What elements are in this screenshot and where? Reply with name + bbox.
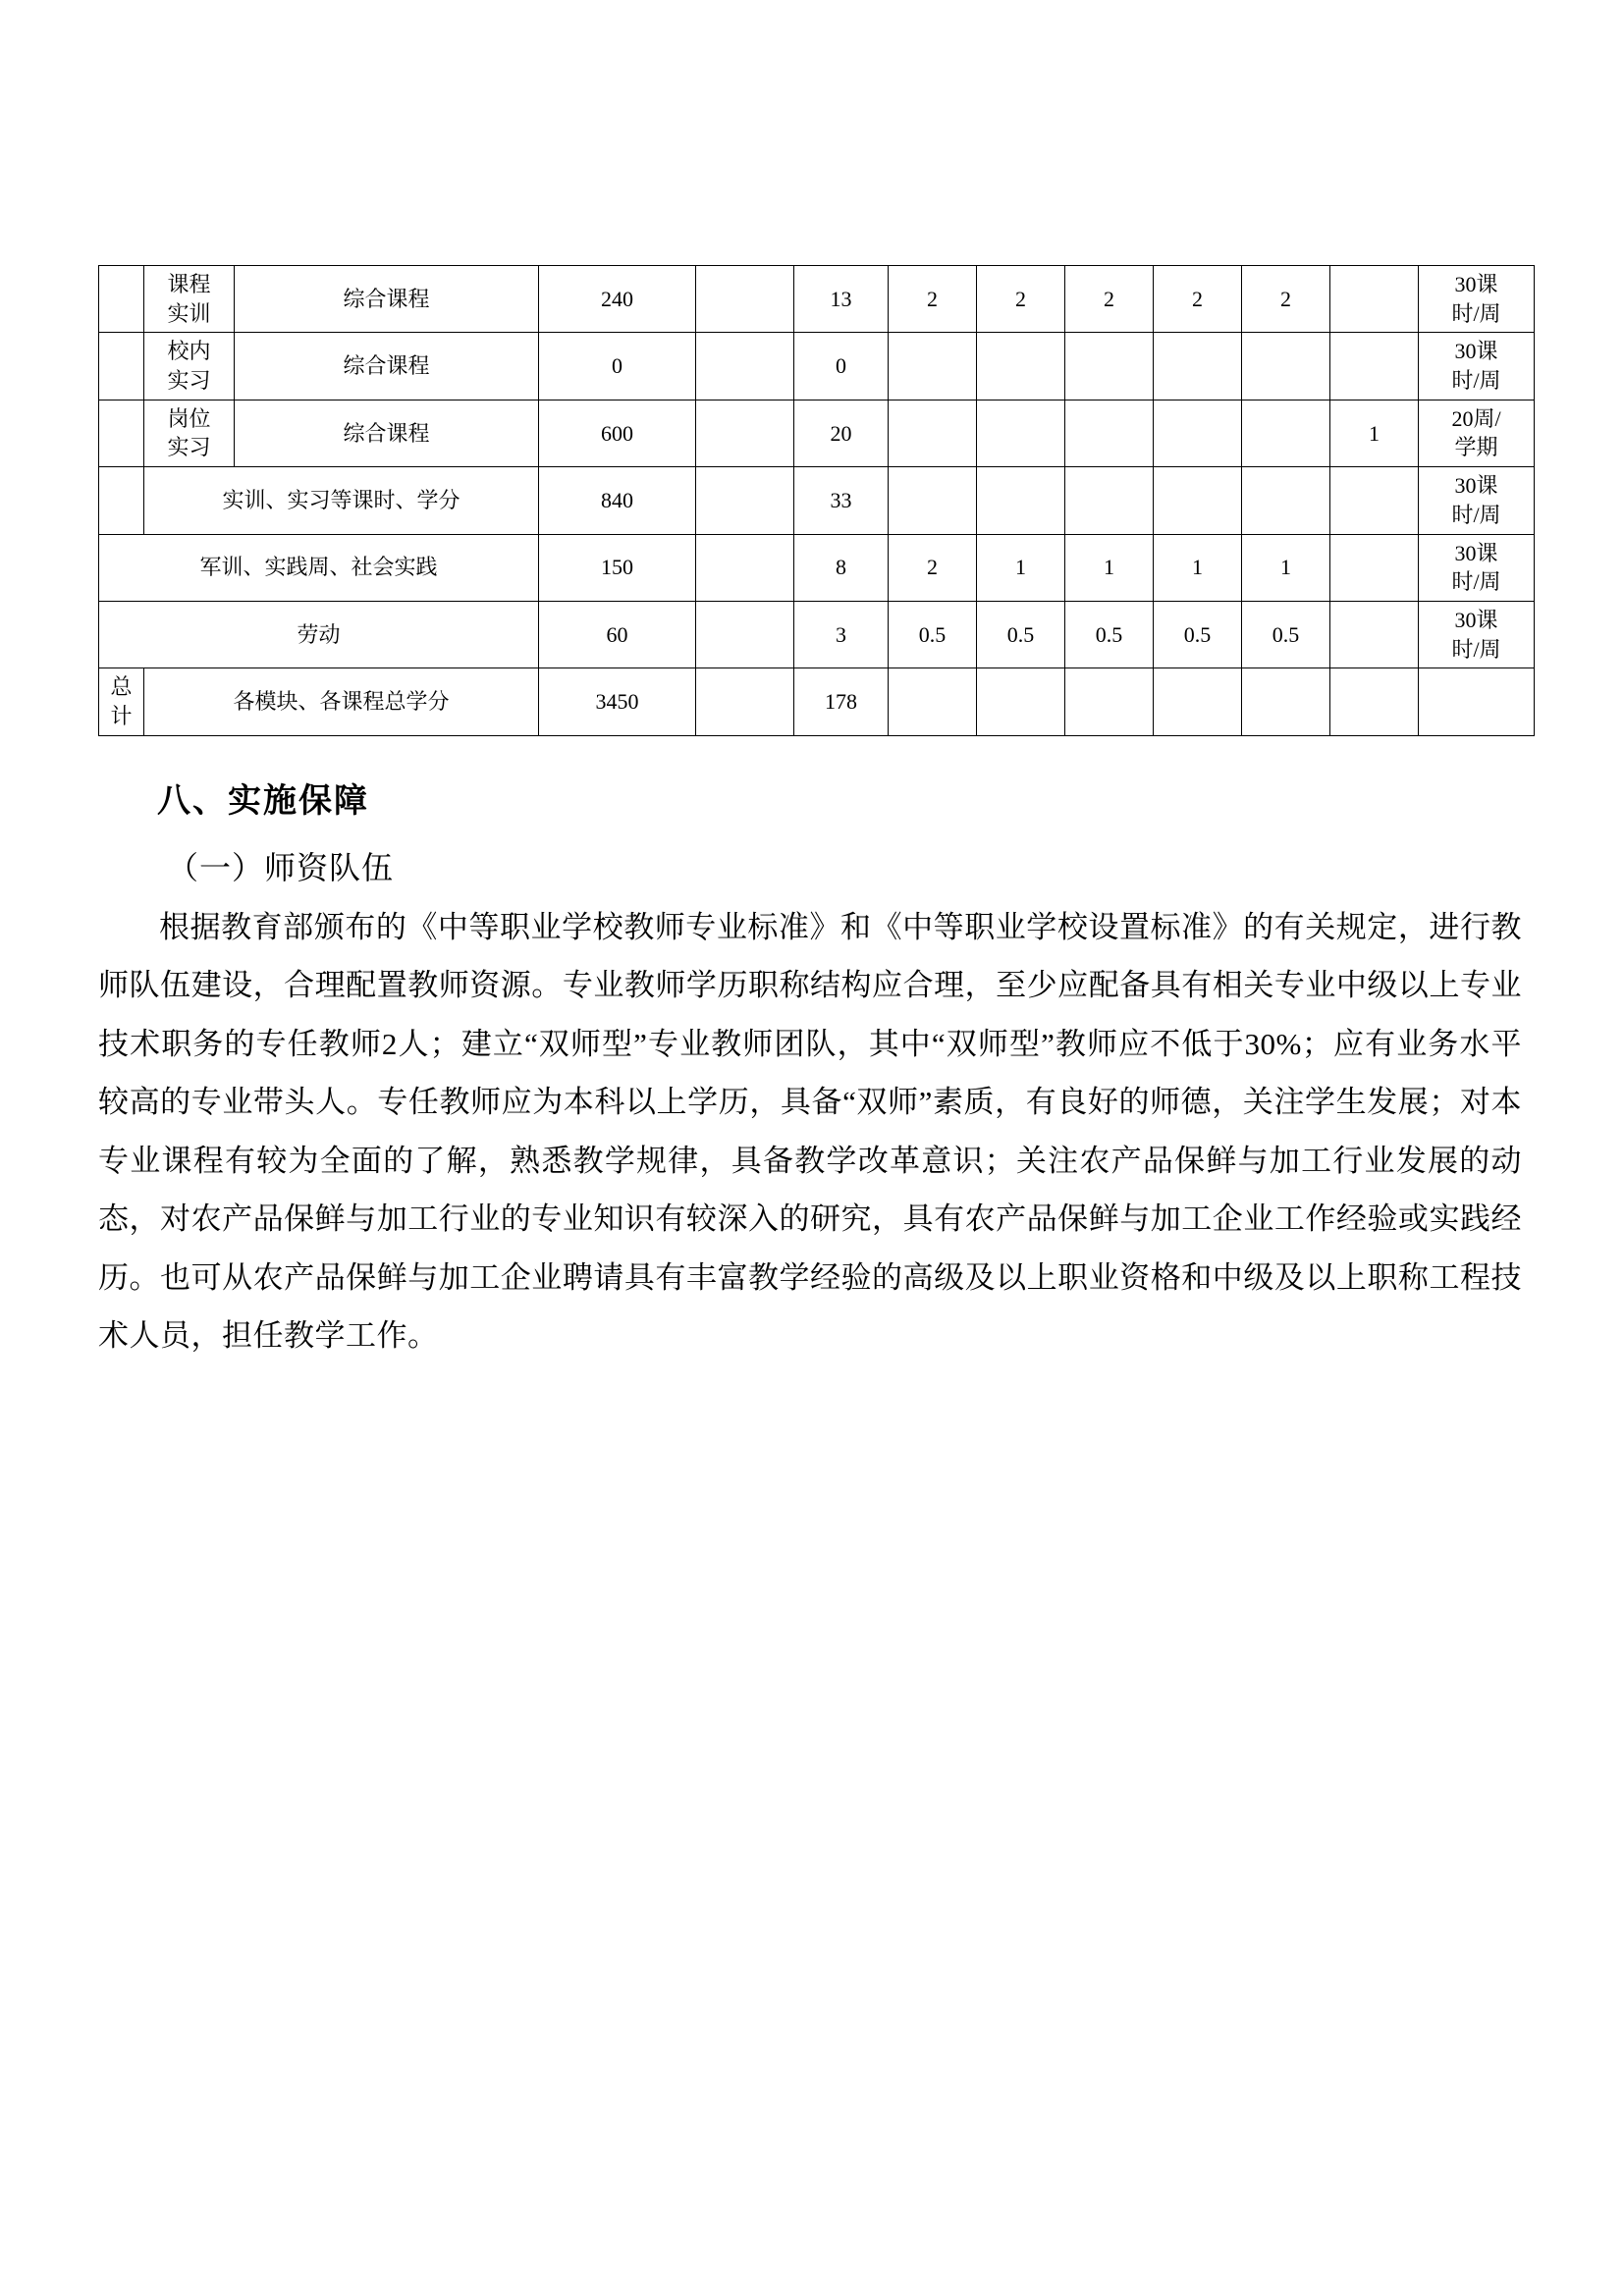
table-row [99, 400, 1535, 466]
credit-cell: 178 [794, 668, 889, 735]
credit-cell: 20 [794, 400, 889, 466]
term-1-cell: 0.5 [889, 601, 977, 667]
credit-cell: 0 [794, 333, 889, 400]
row-group-cell [99, 467, 144, 534]
term-4-cell [1154, 668, 1242, 735]
hours-cell: 0 [539, 333, 696, 400]
term-2-cell: 0.5 [977, 601, 1065, 667]
term-5-cell: 2 [1242, 266, 1330, 333]
table-row [99, 333, 1535, 400]
term-6-cell [1330, 534, 1419, 601]
blank-cell [696, 467, 794, 534]
term-2-cell: 2 [977, 266, 1065, 333]
table-row [99, 467, 1535, 534]
remark-line-1: 30课 [1454, 473, 1498, 499]
row-label-cell: 劳动 [99, 601, 539, 667]
category-line-1: 课程 [167, 272, 211, 296]
remark-line-2: 学期 [1454, 435, 1498, 460]
row-label-cell: 军训、实践周、社会实践 [99, 534, 539, 601]
term-2-cell: 1 [977, 534, 1065, 601]
term-5-cell [1242, 668, 1330, 735]
term-6-cell [1330, 467, 1419, 534]
term-1-cell: 2 [889, 266, 977, 333]
term-1-cell [889, 467, 977, 534]
remark-line-2: 时/周 [1451, 300, 1501, 326]
category-line-2: 实训 [167, 300, 211, 326]
hours-cell: 150 [539, 534, 696, 601]
remark-cell [1419, 534, 1535, 601]
credit-cell: 8 [794, 534, 889, 601]
hours-cell: 600 [539, 400, 696, 466]
term-6-cell: 1 [1330, 400, 1419, 466]
term-5-cell: 0.5 [1242, 601, 1330, 667]
term-1-cell [889, 668, 977, 735]
term-4-cell [1154, 333, 1242, 400]
blank-cell [696, 601, 794, 667]
term-1-cell [889, 333, 977, 400]
table-row [99, 601, 1535, 667]
term-6-cell [1330, 601, 1419, 667]
category-line-2: 实习 [167, 435, 211, 460]
term-3-cell [1065, 333, 1154, 400]
row-group-cell [99, 333, 144, 400]
term-5-cell [1242, 400, 1330, 466]
row-group-cell [99, 266, 144, 333]
remark-line-2: 时/周 [1451, 569, 1501, 595]
remark-cell [1419, 467, 1535, 534]
term-5-cell [1242, 467, 1330, 534]
remark-line-1: 20周/ [1451, 405, 1501, 431]
blank-cell [696, 534, 794, 601]
remark-line-2: 时/周 [1451, 636, 1501, 662]
term-6-cell [1330, 333, 1419, 400]
credit-cell: 33 [794, 467, 889, 534]
remark-cell [1419, 333, 1535, 400]
row-group-cell [99, 400, 144, 466]
term-2-cell [977, 333, 1065, 400]
term-4-cell: 1 [1154, 534, 1242, 601]
subsection-title: （一）师资队伍 [167, 849, 395, 885]
term-5-cell [1242, 333, 1330, 400]
term-3-cell: 2 [1065, 266, 1154, 333]
page-content [98, 265, 1522, 1365]
term-4-cell [1154, 400, 1242, 466]
blank-cell [696, 400, 794, 466]
term-2-cell [977, 400, 1065, 466]
hours-cell: 60 [539, 601, 696, 667]
remark-cell [1419, 266, 1535, 333]
category-cell [144, 333, 235, 400]
term-3-cell [1065, 467, 1154, 534]
term-1-cell: 2 [889, 534, 977, 601]
total-label-cell [99, 668, 144, 735]
credit-cell: 13 [794, 266, 889, 333]
term-4-cell [1154, 467, 1242, 534]
curriculum-table [98, 265, 1535, 736]
category-line-1: 校内 [167, 339, 211, 364]
total-line-1: 总 [110, 674, 133, 700]
course-cell: 综合课程 [235, 333, 539, 400]
term-2-cell [977, 467, 1065, 534]
term-3-cell [1065, 400, 1154, 466]
remark-line-1: 30课 [1454, 607, 1498, 632]
term-1-cell [889, 400, 977, 466]
category-cell [144, 266, 235, 333]
course-cell: 综合课程 [235, 266, 539, 333]
remark-cell [1419, 668, 1535, 735]
remark-line-2: 时/周 [1451, 502, 1501, 527]
remark-line-1: 30课 [1454, 540, 1498, 565]
course-cell: 综合课程 [235, 400, 539, 466]
term-3-cell: 0.5 [1065, 601, 1154, 667]
term-6-cell [1330, 266, 1419, 333]
blank-cell [696, 333, 794, 400]
subtotal-label-cell: 实训、实习等课时、学分 [144, 467, 539, 534]
term-4-cell: 0.5 [1154, 601, 1242, 667]
category-line-2: 实习 [167, 368, 211, 394]
remark-cell [1419, 400, 1535, 466]
category-cell [144, 400, 235, 466]
term-4-cell: 2 [1154, 266, 1242, 333]
remark-line-2: 时/周 [1451, 368, 1501, 394]
body-paragraph: 根据教育部颁布的《中等职业学校教师专业标准》和《中等职业学校设置标准》的有关规定，进行教师队伍建设，合理配置教师资源。专业教师学历职称结构应合理，至少应配备具有相关专业中级以上专业技术职务的专任教师2人；建立“双师型”专业教师团队，其中“双师型”教师应不低于30%；应有业务水平较高的专业带头人。专任教师应为本科以上学历，具备“双师”素质，有良好的师德，关注学生发展；对本专业课程有较为全面的了解，熟悉教学规律，具备教学改革意识；关注农产品保鲜与加工行业发展的动态，对农产品保鲜与加工行业的专业知识有较深入的研究，具有农产品保鲜与加工企业工作经验或实践经历。也可从农产品保鲜与加工企业聘请具有丰富教学经验的高级及以上职业资格和中级及以上职称工程技术人员，担任教学工作。 [98, 909, 1522, 1354]
remark-line-1: 30课 [1454, 272, 1498, 296]
hours-cell: 240 [539, 266, 696, 333]
term-5-cell: 1 [1242, 534, 1330, 601]
term-3-cell: 1 [1065, 534, 1154, 601]
table-row [99, 266, 1535, 333]
term-3-cell [1065, 668, 1154, 735]
hours-cell: 840 [539, 467, 696, 534]
table-row-total [99, 668, 1535, 735]
remark-cell [1419, 601, 1535, 667]
total-line-2: 计 [110, 703, 133, 728]
credit-cell: 3 [794, 601, 889, 667]
blank-cell [696, 266, 794, 333]
row-label-cell: 各模块、各课程总学分 [144, 668, 539, 735]
term-6-cell [1330, 668, 1419, 735]
category-line-1: 岗位 [167, 405, 211, 431]
term-2-cell [977, 668, 1065, 735]
blank-cell [696, 668, 794, 735]
page-title: 八、实施保障 [157, 781, 369, 820]
table-row [99, 534, 1535, 601]
remark-line-1: 30课 [1454, 339, 1498, 364]
hours-cell: 3450 [539, 668, 696, 735]
